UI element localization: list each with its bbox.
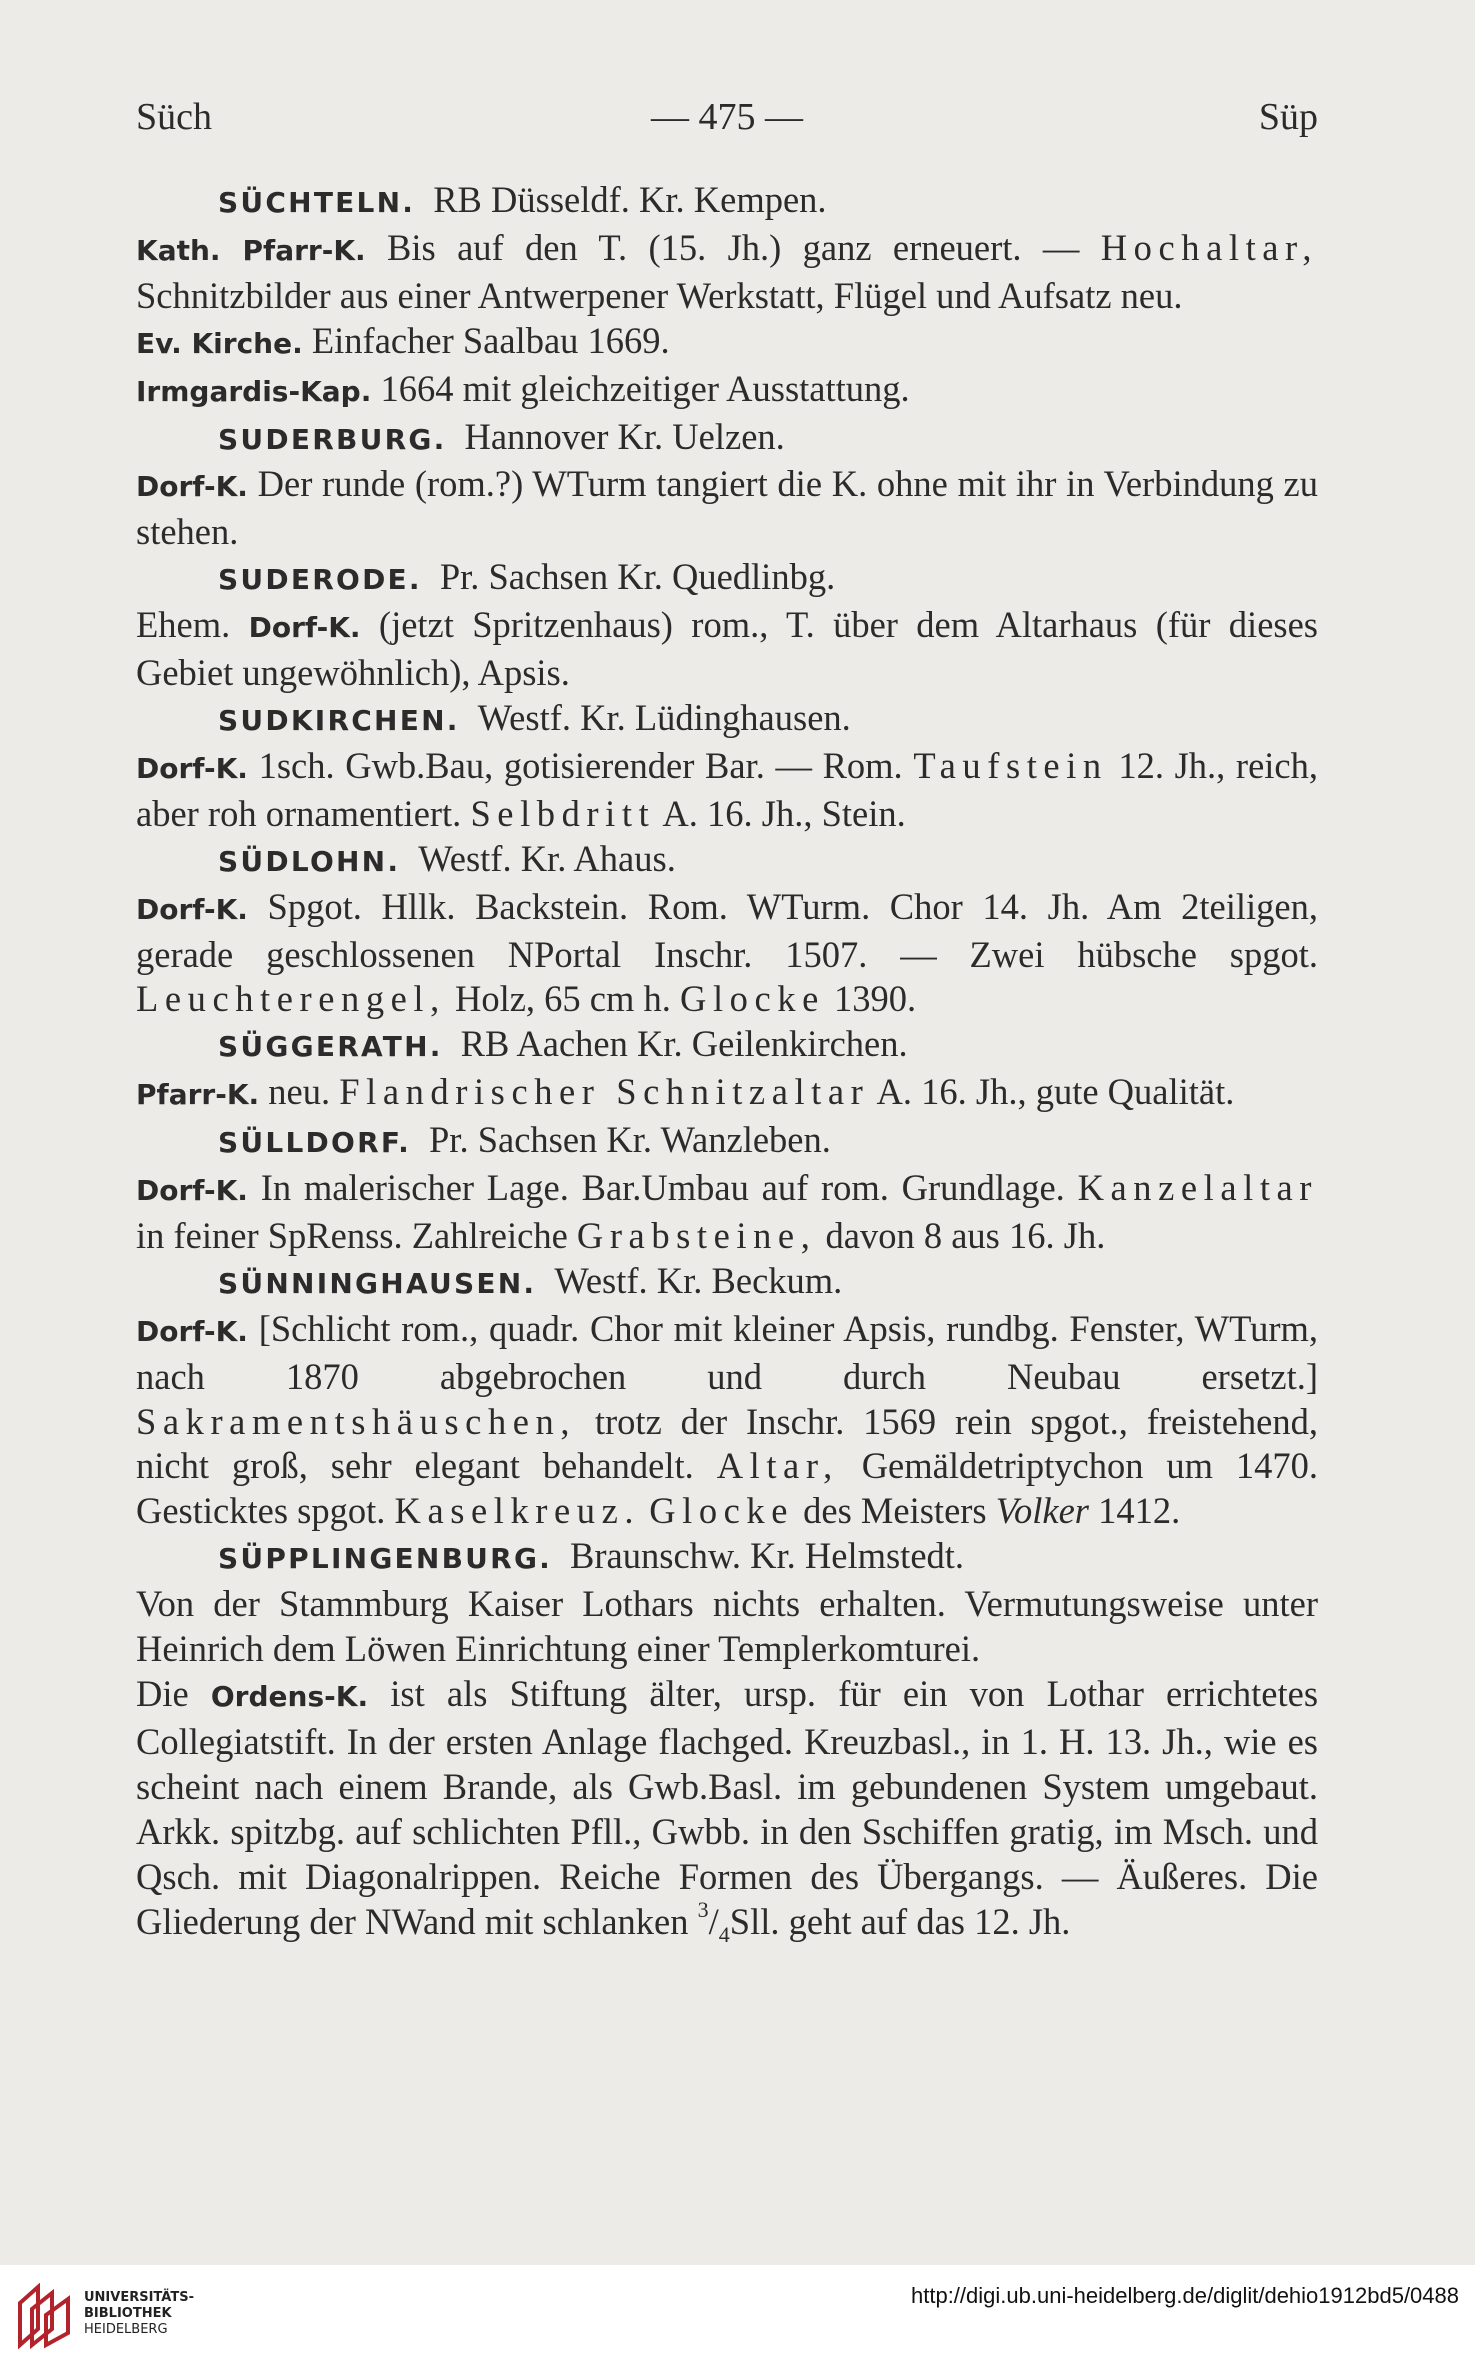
building-term: Pfarr-K. bbox=[136, 1078, 260, 1112]
entry-heading bbox=[136, 696, 1318, 744]
place-location: Westf. Kr. Beckum. bbox=[554, 1259, 843, 1301]
entry-text: Sll. geht auf das 12. Jh. bbox=[729, 1900, 1071, 1942]
entry-heading bbox=[136, 1022, 1318, 1070]
entry-text: 1412. bbox=[1098, 1490, 1181, 1532]
entry-text: 12. Jh., reich, aber roh ornamentiert. bbox=[136, 744, 1319, 834]
building-term: Dorf-K. bbox=[136, 1314, 248, 1348]
entry-text: 1664 mit gleichzeitiger Ausstattung. bbox=[380, 367, 910, 409]
entry-heading bbox=[136, 1118, 1318, 1166]
dictionary-text bbox=[136, 178, 1319, 1947]
entry-text: des Meisters bbox=[803, 1490, 987, 1532]
building-term: Ordens-K. bbox=[210, 1680, 369, 1713]
entry-paragraph bbox=[136, 319, 1318, 367]
place-name: SÜPPLINGENBURG. bbox=[218, 1542, 553, 1576]
spaced-term: Grabsteine, bbox=[576, 1214, 817, 1256]
library-logo-text bbox=[84, 2290, 194, 2338]
entry-paragraph bbox=[136, 1582, 1318, 1672]
spaced-term: Hochaltar, bbox=[1100, 226, 1319, 268]
entry-heading bbox=[136, 1259, 1318, 1307]
entry-heading bbox=[136, 178, 1318, 226]
logo-line: BIBLIOTHEK bbox=[84, 2306, 172, 2321]
entry-paragraph bbox=[136, 367, 1318, 415]
running-head bbox=[136, 92, 1318, 142]
place-name: SÜNNINGHAUSEN. bbox=[218, 1266, 537, 1300]
entry-text: Bis auf den T. (15. Jh.) ganz erneuert. — bbox=[387, 226, 1080, 268]
entry-text: In malerischer Lage. Bar.Umbau auf rom. Grundlage. bbox=[260, 1167, 1065, 1209]
fraction-numerator: 3 bbox=[697, 1896, 709, 1922]
entry-heading bbox=[136, 837, 1318, 885]
entry-text: in feiner SpRenss. Zahlreiche bbox=[136, 1214, 568, 1256]
entry-paragraph bbox=[136, 1307, 1318, 1535]
entry-text: Von der Stammburg Kaiser Lothars nichts erhalten. Vermutungsweise unter Heinrich dem Löwen Einrichtung einer Templerkomturei. bbox=[136, 1583, 1318, 1670]
place-name: SUDKIRCHEN. bbox=[218, 703, 460, 737]
building-term: Dorf-K. bbox=[136, 751, 248, 785]
place-name: SÜDLOHN. bbox=[218, 844, 401, 878]
building-term: Dorf-K. bbox=[136, 470, 248, 504]
entry-paragraph bbox=[136, 885, 1318, 1023]
entry-paragraph: Die Ordens-K. ist als Stiftung älter, ursp. für ein von Lothar errichtetes Collegiatstift. In der ersten Anlage flachged. Kreuzbasl., in 1. H. 13. Jh., wie es scheint nach einem Brande, als Gwb.Basl. im gebundenen System umgebaut. Arkk. spitzbg. auf schlichten Pfll., Gwbb. in den Sschiffen gratig, im Msch. und Qsch. mit Diagonalrippen. Reiche Formen des Übergangs. — Äußeres. Die Gliederung der NWand mit schlanken $^3$/4Sll. geht auf das 12. Jh. bbox=[136, 1673, 1319, 1947]
entry-text: Der runde (rom.?) WTurm tangiert die K. ohne mit ihr in Verbindung zu stehen. bbox=[136, 463, 1318, 553]
spaced-term: Glocke bbox=[649, 1490, 795, 1532]
entry-text: Holz, 65 cm h. bbox=[454, 978, 671, 1020]
library-logo-icon bbox=[16, 2283, 74, 2349]
entry-text: davon 8 aus 16. Jh. bbox=[825, 1214, 1106, 1256]
entry-text: Ehem. bbox=[136, 604, 231, 646]
entry-text: A. 16. Jh., Stein. bbox=[662, 792, 906, 834]
entry-text: A. 16. Jh., gute Qualität. bbox=[876, 1071, 1235, 1113]
entry-text: Die bbox=[136, 1673, 189, 1714]
running-head-right: Süp bbox=[1258, 96, 1318, 138]
spaced-term: Altar, bbox=[716, 1445, 839, 1487]
place-location: Pr. Sachsen Kr. Wanzleben. bbox=[429, 1119, 831, 1161]
place-name: SÜLLDORF. bbox=[218, 1126, 411, 1160]
page-number: — 475 — bbox=[651, 96, 803, 138]
entry-heading bbox=[136, 415, 1318, 463]
entry-paragraph bbox=[136, 1070, 1318, 1118]
place-name: SUDERODE. bbox=[218, 563, 422, 597]
source-url-link[interactable]: http://digi.ub.uni-heidelberg.de/diglit/dehio1912bd5/0488 bbox=[911, 2283, 1459, 2308]
running-head-left: Süch bbox=[136, 96, 212, 138]
entry-paragraph bbox=[136, 462, 1318, 555]
building-term: Irmgardis-Kap. bbox=[136, 374, 372, 408]
entry-text: Spgot. Hllk. Backstein. Rom. WTurm. Chor 14. Jh. Am 2teiligen, gerade geschlossenen NPortal Inschr. 1507. — Zwei hübsche spgot. bbox=[136, 885, 1318, 975]
place-location: Westf. Kr. Lüdinghausen. bbox=[477, 696, 851, 738]
entry-text: (jetzt Spritzenhaus) rom., T. über dem Altarhaus (für dieses Gebiet ungewöhnlich), Apsis. bbox=[136, 604, 1319, 694]
place-location: Pr. Sachsen Kr. Quedlinbg. bbox=[439, 556, 836, 598]
entry-text: neu. bbox=[268, 1071, 331, 1113]
entry-text: Schnitzbilder aus einer Antwerpener Werkstatt, Flügel und Aufsatz neu. bbox=[136, 274, 1183, 316]
place-location: RB Aachen Kr. Geilenkirchen. bbox=[460, 1023, 908, 1065]
entry-heading bbox=[136, 555, 1318, 603]
entry-paragraph bbox=[136, 744, 1318, 837]
spaced-term: Taufstein bbox=[913, 744, 1108, 786]
place-location: Hannover Kr. Uelzen. bbox=[464, 415, 785, 457]
spaced-term: Selbdritt bbox=[470, 792, 656, 834]
spaced-term: Kaselkreuz. bbox=[394, 1490, 641, 1532]
entry-paragraph bbox=[136, 226, 1318, 319]
building-term: Ev. Kirche. bbox=[136, 326, 303, 360]
place-name: SÜGGERATH. bbox=[218, 1030, 443, 1064]
building-term: Dorf-K. bbox=[136, 892, 248, 926]
place-location: RB Düsseldf. Kr. Kempen. bbox=[433, 179, 827, 220]
place-location: Braunschw. Kr. Helmstedt. bbox=[570, 1535, 965, 1577]
italic-name: Volker bbox=[995, 1490, 1090, 1532]
building-term: Dorf-K. bbox=[136, 1174, 248, 1208]
spaced-term: Leuchterengel, bbox=[136, 978, 446, 1020]
logo-line: HEIDELBERG bbox=[84, 2322, 168, 2337]
spaced-term: Sakramentshäuschen, bbox=[136, 1400, 577, 1442]
entry-text: ist als Stiftung älter, ursp. für ein von Lothar errichtetes Collegiatstift. In der ersten Anlage flachged. Kreuzbasl., in 1. H. 13. Jh., wie es scheint nach einem Brande, als Gwb.Basl. im gebundenen System umgebaut. Arkk. spitzbg. auf schlichten Pfll., Gwbb. in den Sschiffen gratig, im Msch. und Qsch. mit Diagonalrippen. Reiche Formen des Übergangs. — Äußeres. Die Gliederung der NWand mit schlanken bbox=[136, 1673, 1319, 1942]
place-name: SUDERBURG. bbox=[218, 422, 447, 456]
spaced-term: Glocke bbox=[680, 978, 825, 1020]
place-name: SÜCHTELN. bbox=[218, 186, 416, 219]
fraction-denominator: 4 bbox=[718, 1921, 730, 1947]
logo-line: UNIVERSITÄTS- bbox=[84, 2290, 194, 2305]
spaced-term: Kanzelaltar bbox=[1077, 1167, 1319, 1209]
entry-text: 1sch. Gwb.Bau, gotisierender Bar. — Rom. bbox=[258, 744, 903, 786]
entry-paragraph bbox=[136, 1166, 1318, 1259]
entry-text: 1390. bbox=[833, 978, 917, 1020]
footer-bar bbox=[0, 2265, 1475, 2375]
entry-text: Einfacher Saalbau 1669. bbox=[311, 319, 670, 361]
spaced-term: Flandrischer Schnitzaltar bbox=[339, 1071, 870, 1113]
entry-text: Gemäldetriptychon um 1470. Gesticktes spgot. bbox=[136, 1445, 1319, 1532]
building-term: Kath. Pfarr-K. bbox=[136, 233, 366, 267]
entry-text: trotz der Inschr. 1569 rein spgot., freistehend, nicht groß, sehr elegant behandelt. bbox=[136, 1400, 1319, 1487]
place-location: Westf. Kr. Ahaus. bbox=[418, 837, 676, 879]
entry-text: [Schlicht rom., quadr. Chor mit kleiner Apsis, rundbg. Fenster, WTurm, nach 1870 abgebrochen und durch Neubau ersetzt.] bbox=[136, 1307, 1319, 1397]
entry-heading bbox=[136, 1534, 1318, 1582]
entry-paragraph bbox=[136, 603, 1318, 696]
building-term: Dorf-K. bbox=[248, 611, 361, 645]
